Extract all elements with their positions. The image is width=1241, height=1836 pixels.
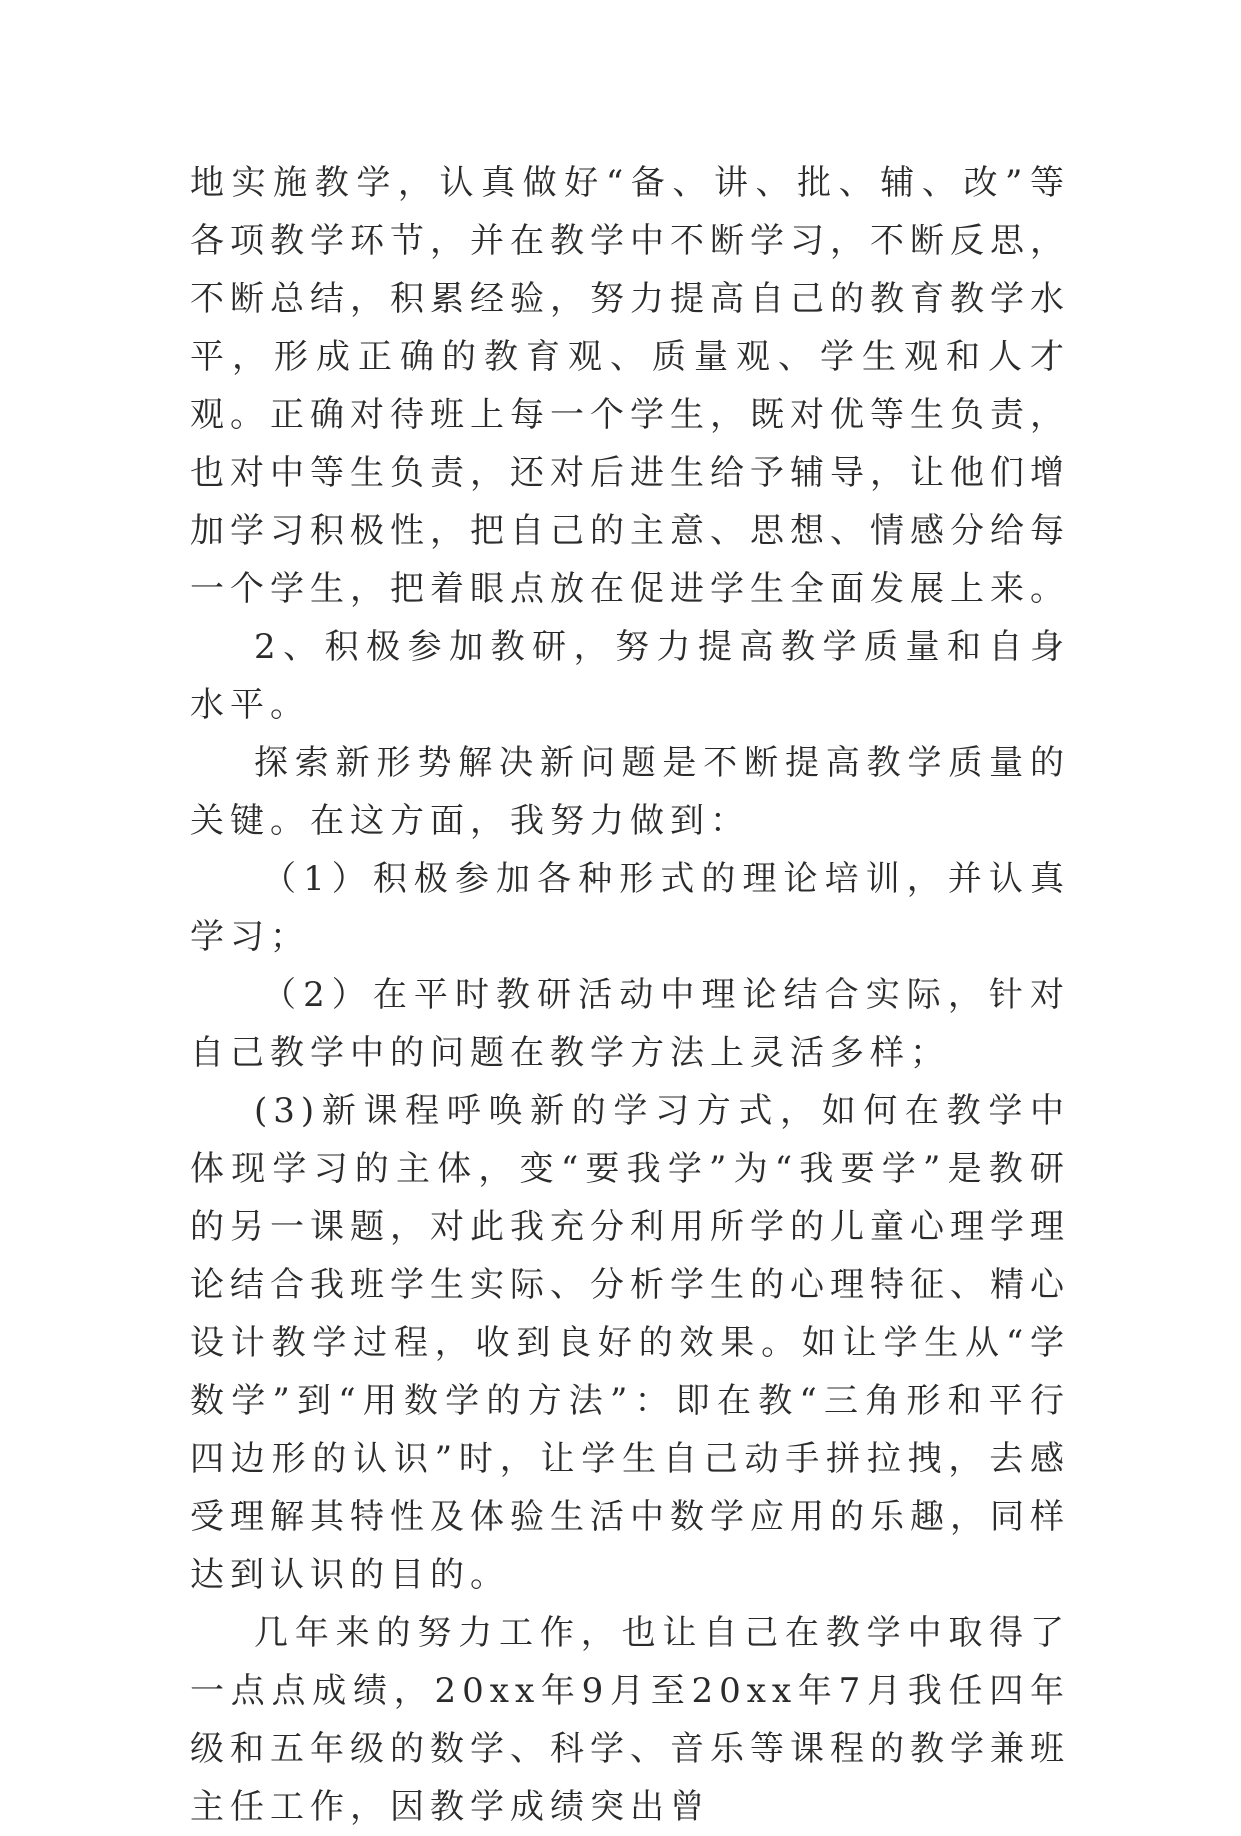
section-heading-2: 2、积极参加教研，努力提高教学质量和自身水平。	[190, 627, 1070, 725]
list-item-3: (3)新课程呼唤新的学习方式，如何在教学中体现学习的主体，变“要我学”为“我要学”是教研的另一课题，对此我充分利用所学的儿童心理学理论结合我班学生实际、分析学生的心理特征、精心设计教学过程，收到良好的效果。如让学生从“学数学”到“用数学的方法”：即在教“三角形和平行四边形的认识”时，让学生自己动手拼拉拽，去感受理解其特性及体验生活中数学应用的乐趣，同样达到认识的目的。	[190, 1091, 1070, 1595]
paragraph-continuation: 地实施教学，认真做好“备、讲、批、辅、改”等各项教学环节，并在教学中不断学习，不断反思，不断总结，积累经验，努力提高自己的教育教学水平，形成正确的教育观、质量观、学生观和人才观。正确对待班上每一个学生，既对优等生负责，也对中等生负责，还对后进生给予辅导，让他们增加学习积极性，把自己的主意、思想、情感分给每一个学生，把着眼点放在促进学生全面发展上来。	[190, 163, 1070, 609]
body-text	[190, 154, 1070, 1836]
list-item-2: （2）在平时教研活动中理论结合实际，针对自己教学中的问题在教学方法上灵活多样；	[190, 975, 1070, 1073]
list-item-1: （1）积极参加各种形式的理论培训，并认真学习；	[190, 859, 1070, 957]
paragraph-achievements: 几年来的努力工作，也让自己在教学中取得了一点点成绩，20xx年9月至20xx年7月我任四年级和五年级的数学、科学、音乐等课程的教学兼班主任工作，因教学成绩突出曾	[190, 1613, 1070, 1827]
paragraph-research: 探索新形势解决新问题是不断提高教学质量的关键。在这方面，我努力做到：	[190, 743, 1070, 841]
